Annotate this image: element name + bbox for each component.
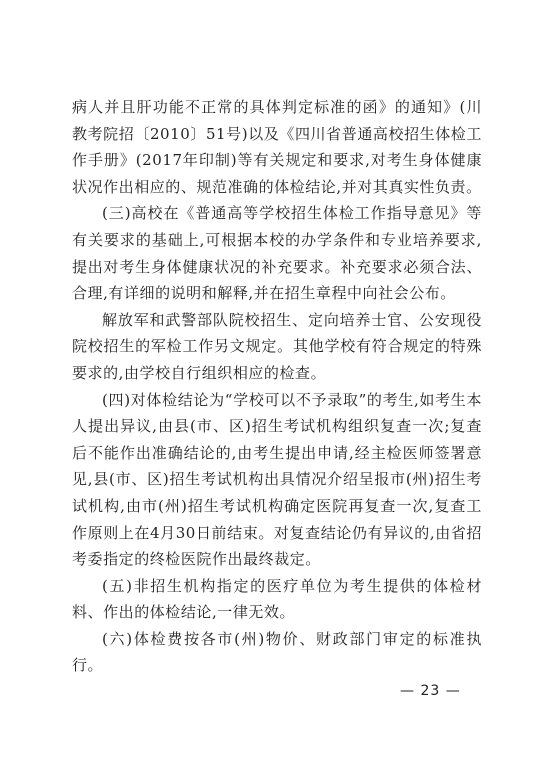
paragraph-section-5: (五)非招生机构指定的医疗单位为考生提供的体检材料、作出的体检结论,一律无效。 <box>72 576 482 622</box>
body-text <box>72 94 482 679</box>
paragraph-section-6: (六)体检费按各市(州)物价、财政部门审定的标准执行。 <box>72 629 482 675</box>
paragraph-section-3: (三)高校在《普通高等学校招生体检工作指导意见》等有关要求的基础上,可根据本校的办学条件和专业培养要求,提出对考生身体健康状况的补充要求。补充要求必须合法、合理,有详细的说明和解释,并在招生章程中向社会公布。 <box>72 204 482 303</box>
paragraph-military-schools: 解放军和武警部队院校招生、定向培养士官、公安现役院校招生的军检工作另文规定。其他学校有符合规定的特殊要求的,由学校自行组织相应的检查。 <box>72 310 482 382</box>
page-number: — 23 — <box>400 683 461 699</box>
paragraph-continuation: 病人并且肝功能不正常的具体判定标准的函》的通知》(川教考院招〔2010〕51号)以及《四川省普通高校招生体检工作手册》(2017年印制)等有关规定和要求,对考生身体健康状况作出相应的、规范准确的体检结论,并对其真实性负责。 <box>72 98 482 196</box>
paragraph-section-4: (四)对体检结论为“学校可以不予录取”的考生,如考生本人提出异议,由县(市、区)招生考试机构组织复查一次;复查后不能作出准确结论的,由考生提出申请,经主检医师签署意见,县(市、区)招生考试机构出具情况介绍呈报市(州)招生考试机构,由市(州)招生考试机构确定医院再复查一次,复查工作原则上在4月30日前结束。对复查结论仍有异议的,由省招考委指定的终检医院作出最终裁定。 <box>72 390 482 569</box>
